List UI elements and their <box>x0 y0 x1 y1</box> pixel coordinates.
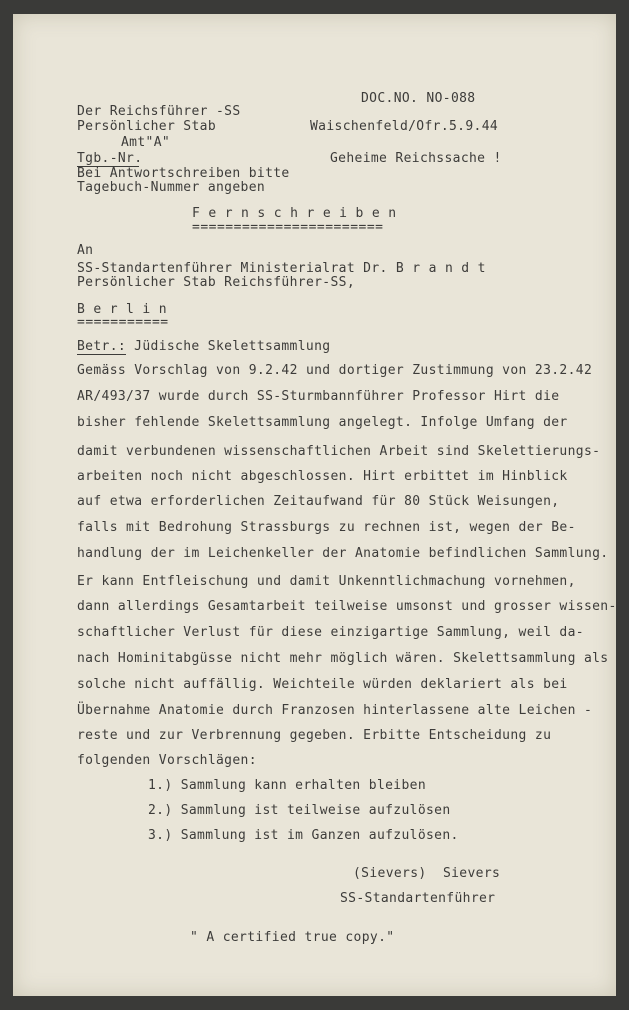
signature-name: (Sievers) Sievers <box>353 866 501 881</box>
address-an: An <box>77 243 94 258</box>
city-rule: =========== <box>77 315 169 330</box>
sender-line-3: Amt"A" <box>121 135 171 150</box>
recipient-line-2: Persönlicher Stab Reichsführer-SS, <box>77 275 356 290</box>
body-line: Gemäss Vorschlag von 9.2.42 und dortiger Zustimmung von 23.2.42 <box>77 363 593 378</box>
signature-rank: SS-Standartenführer <box>340 891 496 906</box>
body-line: schaftlicher Verlust für diese einzigartige Sammlung, weil da- <box>77 625 584 640</box>
body-line: handlung der im Leichenkeller der Anatomie befindlichen Sammlung. <box>77 546 609 561</box>
option-2: 2.) Sammlung ist teilweise aufzulösen <box>148 803 451 818</box>
body-line: falls mit Bedrohung Strassburgs zu rechnen ist, wegen der Be- <box>77 520 576 535</box>
body-line: damit verbundenen wissenschaftlichen Arbeit sind Skelettierungs- <box>77 444 601 459</box>
recipient-city: B e r l i n <box>77 302 167 317</box>
body-line: nach Hominitabgüsse nicht mehr möglich wären. Skelettsammlung als <box>77 651 609 666</box>
recipient-line-1: SS-Standartenführer Ministerialrat Dr. B r a n d t <box>77 261 486 276</box>
subject-text: Jüdische Skelettsammlung <box>126 339 331 354</box>
option-1: 1.) Sammlung kann erhalten bleiben <box>148 778 427 793</box>
reply-note-line-2: Tagebuch-Nummer angeben <box>77 180 266 195</box>
body-line: dann allerdings Gesamtarbeit teilweise umsonst und grosser wissen- <box>77 599 617 614</box>
body-line: bisher fehlende Skelettsammlung angelegt. Infolge Umfang der <box>77 415 568 430</box>
body-line: AR/493/37 wurde durch SS-Sturmbannführer Professor Hirt die <box>77 389 560 404</box>
reply-note-line-1: Bei Antwortschreiben bitte <box>77 166 290 181</box>
document-title: F e r n s c h r e i b e n <box>192 206 397 221</box>
certification-note: " A certified true copy." <box>190 930 395 945</box>
body-line: folgenden Vorschlägen: <box>77 753 257 768</box>
classification: Geheime Reichssache ! <box>330 151 502 166</box>
sender-line-1: Der Reichsführer -SS <box>77 104 241 119</box>
body-line: Übernahme Anatomie durch Franzosen hinterlassene alte Leichen - <box>77 703 593 718</box>
body-line: arbeiten noch nicht abgeschlossen. Hirt erbittet im Hinblick <box>77 469 568 484</box>
body-line: auf etwa erforderlichen Zeitaufwand für 80 Stück Weisungen, <box>77 494 560 509</box>
body-line: Er kann Entfleischung und damit Unkenntlichmachung vornehmen, <box>77 574 576 589</box>
doc-number: DOC.NO. NO-088 <box>361 91 476 106</box>
option-3: 3.) Sammlung ist im Ganzen aufzulösen. <box>148 828 459 843</box>
place-date: Waischenfeld/Ofr.5.9.44 <box>310 119 499 134</box>
subject-label: Betr.: <box>77 339 127 354</box>
tgb-number: Tgb.-Nr. <box>77 151 143 166</box>
title-rule: ======================= <box>192 220 384 235</box>
body-line: solche nicht auffällig. Weichteile würden deklariert als bei <box>77 677 568 692</box>
sender-line-2: Persönlicher Stab <box>77 119 217 134</box>
body-line: reste und zur Verbrennung gegeben. Erbitte Entscheidung zu <box>77 728 552 743</box>
